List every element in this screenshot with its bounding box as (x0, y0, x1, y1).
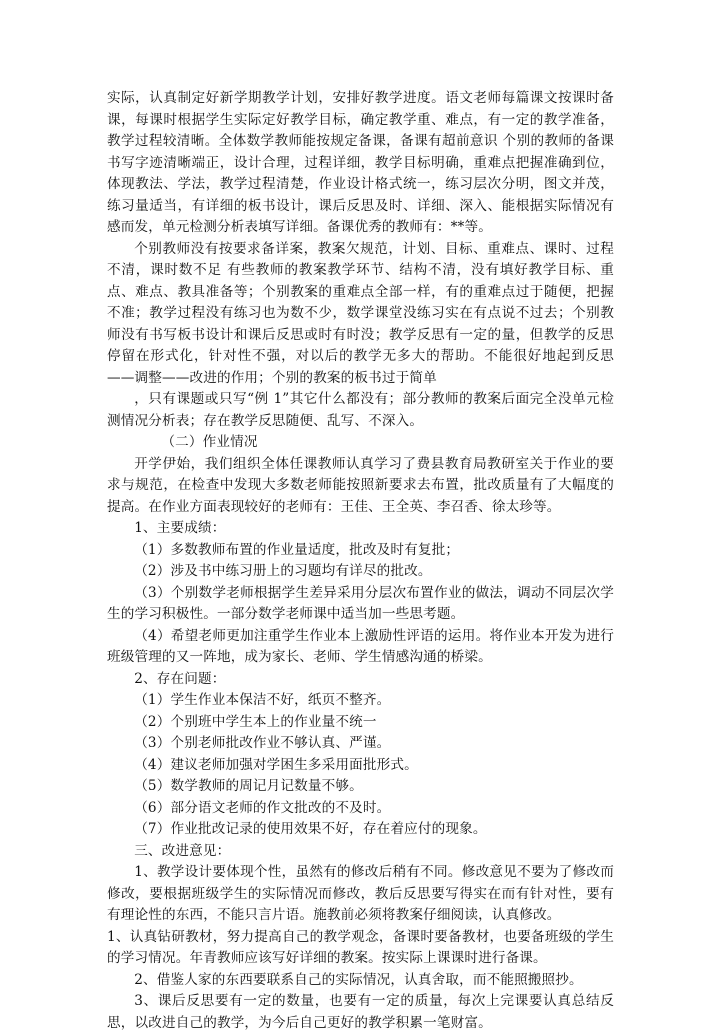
subheading-problems: 2、存在问题： (134, 670, 226, 687)
list-item-improvement: 1、教学设计要体现个性，虽然有的修改后稍有不同。修改意见不要为了修改而修改，要根据班级学生的实际情况而修改，教后反思要写得实在而有针对性，要有有理论性的东西，不能只言片语。施教前必须将教案仔细阅读，认真修改。 (107, 864, 614, 923)
list-item-problem: （6）部分语文老师的作文批改的不及时。 (134, 799, 391, 816)
paragraph-lesson-prep-problems: 个别教师没有按要求备详案，教案欠规范，计划、目标、重难点、课时、过程不清，课时数不足 有些教师的教案教学环节、结构不清，没有填好教学目标、重点、难点、教具准备等；个别教案的重难点全部一样，有的重难点过于随便，把握不准；教学过程没有练习也为数不少，数学课堂没练习实在有点说不过去；个别教师没有书写板书设计和课后反思或时有时没；教学反思有一定的量，但教学的反思停留在形式化，针对性不强，对以后的教学无多大的帮助。不能很好地起到反思——调整——改进的作用；个别的教案的板书过于简单 (107, 240, 614, 386)
list-item-achievement: （3）个别数学老师根据学生差异采用分层次布置作业的做法，调动不同层次学生的学习积极性。一部分数学老师课中适当加一些思考题。 (107, 584, 614, 622)
list-item-achievement: （4）希望老师更加注重学生作业本上激励性评语的运用。将作业本开发为进行班级管理的又一阵地，成为家长、老师、学生情感沟通的桥梁。 (107, 627, 614, 665)
list-item-problem: （3）个别老师批改作业不够认真、严谨。 (134, 735, 391, 751)
paragraph-homework-intro: 开学伊始，我们组织全体任课教师认真学习了费县教育局教研室关于作业的要求与规范，在检查中发现大多数老师能按照新要求去布置，批改质量有了大幅度的提高。在作业方面表现较好的老师有：王佳、王全英、李召香、徐太珍等。 (107, 455, 614, 515)
paragraph-lesson-prep-problems-cont: ，只有课题或只写“例 1”其它什么都没有；部分教师的教案后面完全没单元检测情况分析表；存在教学反思随便、乱写、不深入。 (107, 391, 614, 429)
list-item-problem: （5）数学教师的周记月记数量不够。 (134, 778, 363, 794)
paragraph-lesson-prep-strengths: 实际，认真制定好新学期教学计划，安排好教学进度。语文老师每篇课文按课时备课，每课时根据学生实际定好教学目标，确定教学重、难点，有一定的教学准备，教学过程较清晰。全体数学教师能按规定备课，备课有超前意识 个别的教师的备课书写字迹清晰端正，设计合理，过程详细，教学目标明确，重难点把握准确到位，体现教法、学法，教学过程清楚，作业设计格式统一，练习层次分明，图文并茂，练习量适当，有详细的板书设计，课后反思及时、详细、深入、能根据实际情况有感而发，单元检测分析表填写详细。备课优秀的教师有：**等。 (107, 90, 614, 235)
list-item-problem: （4）建议老师加强对学困生多采用面批形式。 (134, 756, 418, 773)
list-item-improvement: 3、课后反思要有一定的数量，也要有一定的质量，每次上完课要认真总结反思，以改进自己的教学，为今后自己更好的教学积累一笔财富。 (107, 993, 614, 1031)
list-item-problem: （2）个别班中学生本上的作业量不统一 (134, 713, 377, 730)
section-heading-improvements: 三、改进意见： (134, 842, 231, 859)
document-page (107, 88, 614, 1034)
list-item-improvement: 1、认真钻研教材，努力提高自己的教学观念，备课时要备教材，也要备班级的学生的学习情况。年青教师应该写好详细的教案。按实际上课课时进行备课。 (107, 928, 614, 966)
list-item-achievement: （2）涉及书中练习册上的习题均有详尽的批改。 (134, 563, 432, 579)
list-item-improvement: 2、借鉴人家的东西要联系自己的实际情况，认真舍取，而不能照搬照抄。 (134, 971, 583, 988)
subheading-achievements: 1、主要成绩： (134, 520, 226, 536)
section-heading-homework: （二）作业情况 (161, 434, 258, 450)
list-item-problem: （7）作业批改记录的使用效果不好，存在着应付的现象。 (134, 821, 487, 837)
list-item-achievement: （1）多数教师布置的作业量适度，批改及时有复批； (134, 541, 460, 558)
list-item-problem: （1）学生作业本保洁不好，纸页不整齐。 (134, 692, 391, 708)
